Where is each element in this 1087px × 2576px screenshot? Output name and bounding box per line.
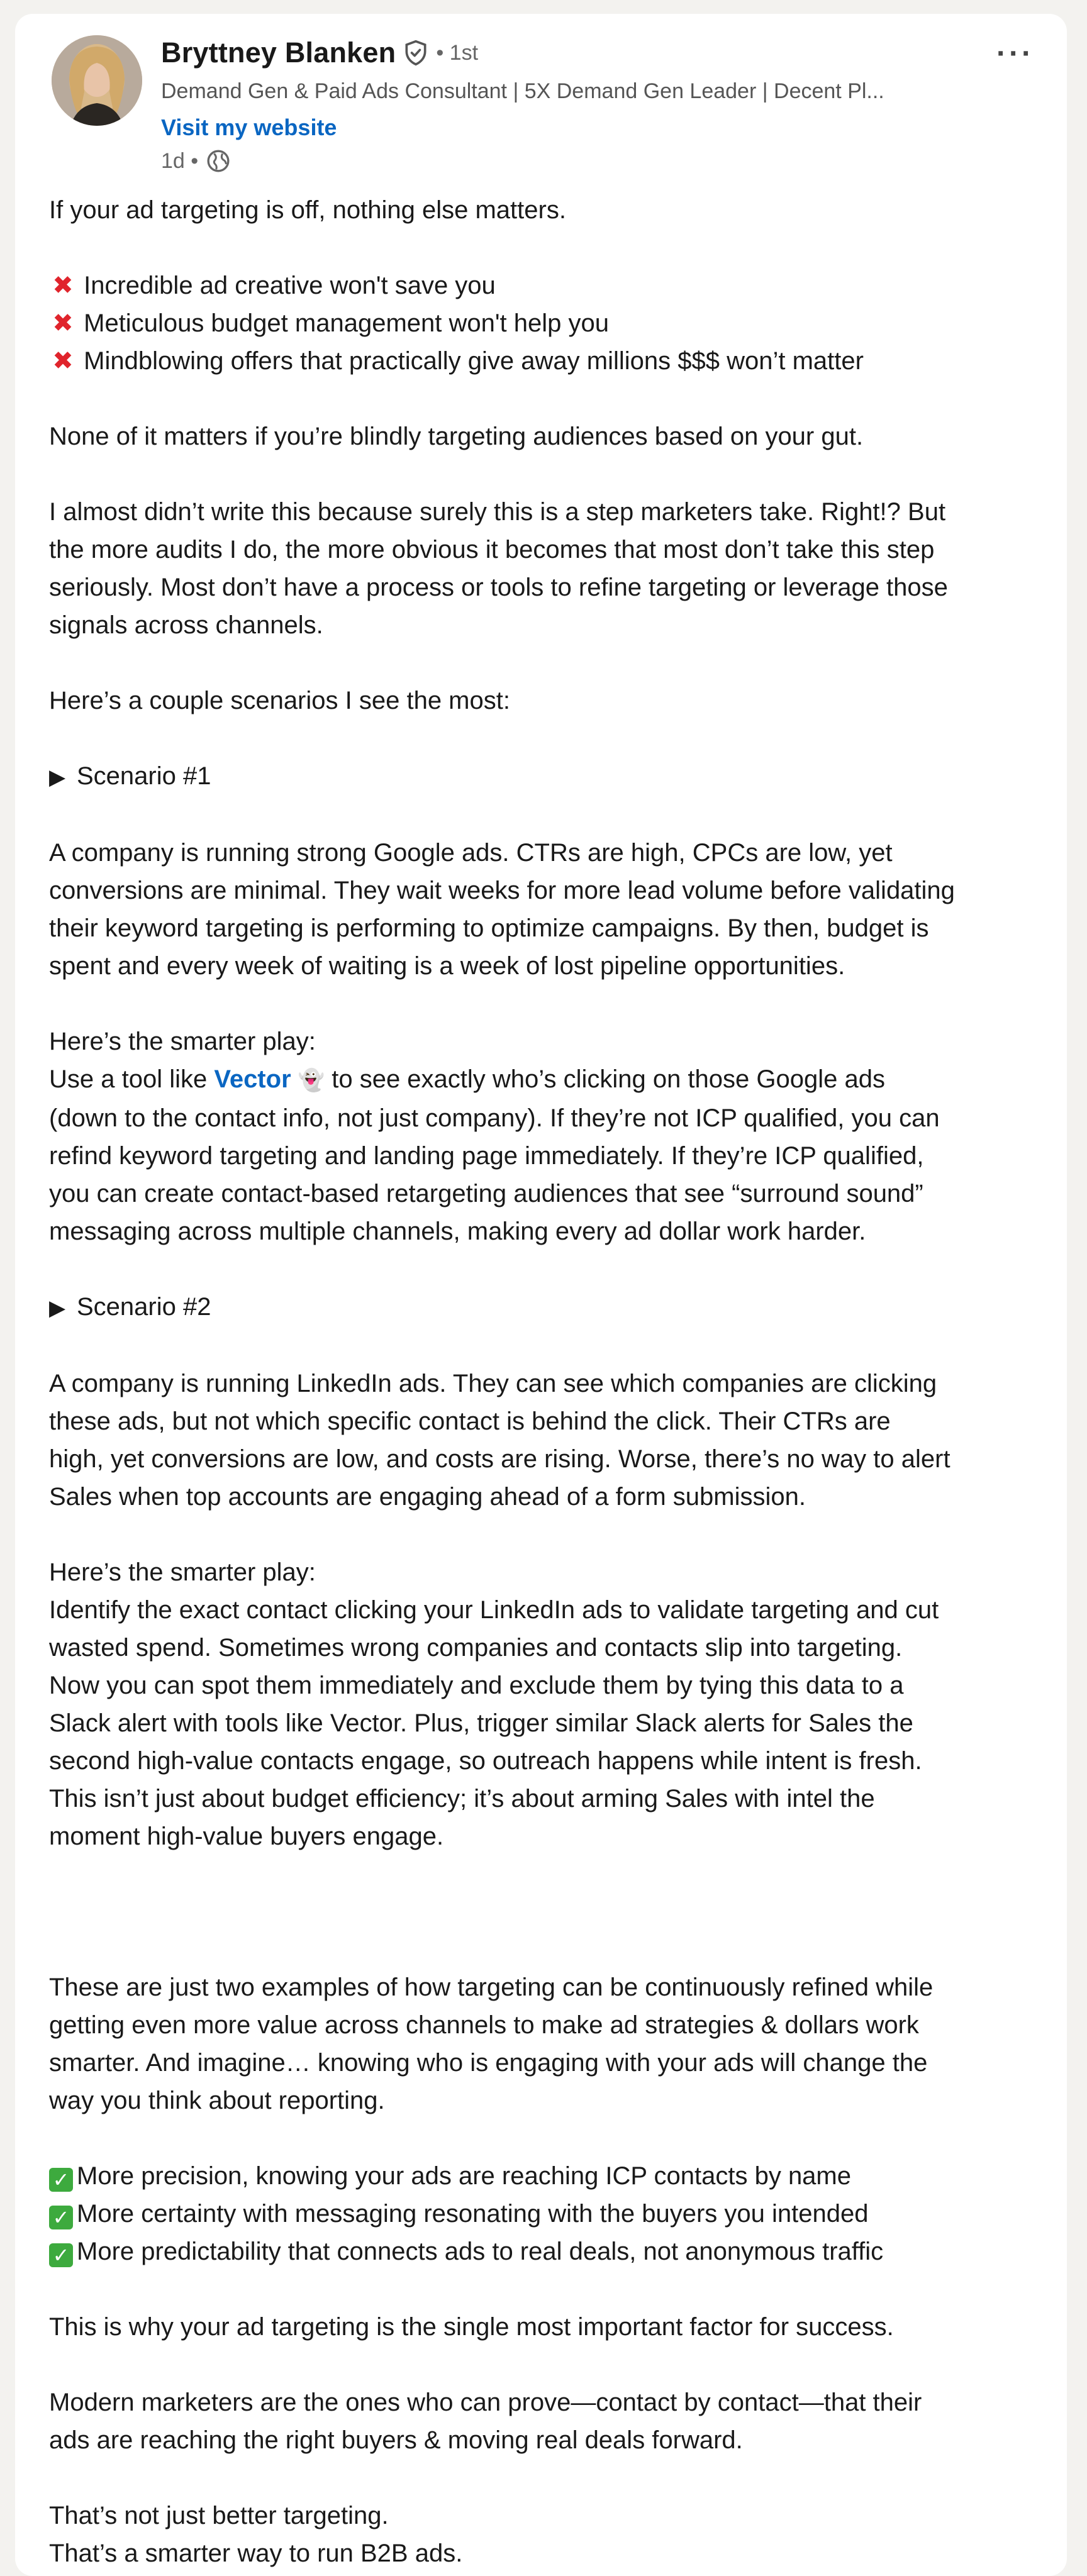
list-item: ✖ Meticulous budget management won't help you (49, 304, 1049, 342)
post-line: getting even more value across channels to make ad strategies & dollars work (49, 2011, 919, 2039)
post-body (49, 191, 1049, 2572)
post-line: Slack alert with tools like Vector. Plus, trigger similar Slack alerts for Sales the (49, 1709, 913, 1737)
post-line: signals across channels. (49, 611, 323, 639)
list-item: ✖ Incredible ad creative won't save you (49, 267, 1049, 304)
visit-website-link[interactable]: Visit my website (161, 114, 337, 140)
post-line: spent and every week of waiting is a week of lost pipeline opportunities. (49, 952, 845, 980)
post-paragraph: Here’s a couple scenarios I see the most: (49, 687, 510, 714)
post-line: you can create contact-based retargeting audiences that see “surround sound” (49, 1180, 923, 1208)
post-line: moment high-value buyers engage. (49, 1823, 444, 1850)
author-name-row (161, 33, 478, 73)
post-line: A company is running strong Google ads. CTRs are high, CPCs are low, yet (49, 839, 893, 867)
post-line: smarter. And imagine… knowing who is engaging with your ads will change the (49, 2049, 928, 2077)
post-line: This isn’t just about budget efficiency; it’s about arming Sales with intel the (49, 1785, 875, 1813)
post-meta (161, 146, 231, 176)
post-line: These are just two examples of how targeting can be continuously refined while (49, 1974, 934, 2001)
post-line: conversions are minimal. They wait weeks for more lead volume before validating (49, 877, 955, 904)
post-line: way you think about reporting. (49, 2087, 385, 2114)
post-line: I almost didn’t write this because surely this is a step marketers take. Right!? But (49, 498, 946, 526)
post-card (15, 14, 1067, 2576)
post-line: A company is running LinkedIn ads. They can see which companies are clicking (49, 1370, 937, 1397)
post-line: wasted spend. Sometimes wrong companies and contacts slip into targeting. (49, 1634, 903, 1662)
play-triangle-icon: ▶ (49, 765, 66, 789)
post-line: That’s a smarter way to run B2B ads. (49, 2540, 463, 2567)
play-triangle-icon: ▶ (49, 1296, 66, 1320)
check-mark-icon: ✓ (49, 2243, 73, 2267)
post-line: second high-value contacts engage, so outreach happens while intent is fresh. (49, 1747, 922, 1775)
post-intro: If your ad targeting is off, nothing else matters. (49, 196, 566, 224)
post-time: 1d • (161, 148, 199, 173)
post-paragraph: None of it matters if you’re blindly targeting audiences based on your gut. (49, 423, 864, 450)
author-name[interactable]: Bryttney Blanken (161, 36, 396, 69)
post-line: refind keyword targeting and landing page immediately. If they’re ICP qualified, (49, 1142, 924, 1170)
avatar[interactable] (52, 35, 142, 126)
post-line: That’s not just better targeting. (49, 2502, 389, 2529)
list-item: ✓ More certainty with messaging resonating with the buyers you intended (49, 2195, 1049, 2233)
verified-shield-icon (402, 39, 430, 67)
post-line: Here’s the smarter play: (49, 1028, 316, 1055)
list-item: ✖ Mindblowing offers that practically give away millions $$$ won’t matter (49, 342, 1049, 380)
post-line: high, yet conversions are low, and costs are rising. Worse, there’s no way to alert (49, 1445, 950, 1473)
post-line: their keyword targeting is performing to optimize campaigns. By then, budget is (49, 914, 929, 942)
post-line: Now you can spot them immediately and exclude them by tying this data to a (49, 1672, 904, 1699)
check-mark-icon: ✓ (49, 2206, 73, 2229)
post-line: the more audits I do, the more obvious it becomes that most don’t take this step (49, 536, 935, 564)
scenario-heading: ▶ Scenario #1 (49, 757, 1049, 796)
ghost-icon: 👻 (298, 1069, 325, 1092)
post-paragraph: This is why your ad targeting is the single most important factor for success. (49, 2313, 894, 2341)
cross-mark-icon: ✖ (52, 347, 74, 375)
cross-mark-icon: ✖ (52, 272, 74, 299)
post-line: Sales when top accounts are engaging ahead of a form submission. (49, 1483, 806, 1511)
post-line: Identify the exact contact clicking your LinkedIn ads to validate targeting and cut (49, 1596, 939, 1624)
cross-mark-icon: ✖ (52, 309, 74, 337)
post-line: messaging across multiple channels, making every ad dollar work harder. (49, 1218, 866, 1245)
post-line: ads are reaching the right buyers & moving real deals forward. (49, 2426, 743, 2454)
globe-icon (206, 148, 231, 174)
post-line: Here’s the smarter play: (49, 1558, 316, 1586)
scenario-heading: ▶ Scenario #2 (49, 1288, 1049, 1327)
list-item: ✓ More precision, knowing your ads are reaching ICP contacts by name (49, 2157, 1049, 2195)
connection-degree: • 1st (436, 40, 479, 65)
post-line: (down to the contact info, not just company). If they’re not ICP qualified, you can (49, 1104, 940, 1132)
check-mark-icon: ✓ (49, 2168, 73, 2192)
list-item: ✓ More predictability that connects ads to real deals, not anonymous traffic (49, 2233, 1049, 2270)
post-line: these ads, but not which specific contact is behind the click. Their CTRs are (49, 1407, 891, 1435)
post-line: Modern marketers are the ones who can prove—contact by contact—that their (49, 2389, 922, 2416)
author-headline: Demand Gen & Paid Ads Consultant | 5X Demand Gen Leader | Decent Pl... (161, 79, 884, 103)
more-options-button[interactable]: ··· (996, 37, 1034, 70)
vector-mention-link[interactable]: Vector (214, 1065, 291, 1093)
post-line: seriously. Most don’t have a process or tools to refine targeting or leverage those (49, 574, 948, 601)
post-line: Use a tool like Vector 👻 to see exactly who’s clicking on those Google ads (49, 1065, 885, 1093)
